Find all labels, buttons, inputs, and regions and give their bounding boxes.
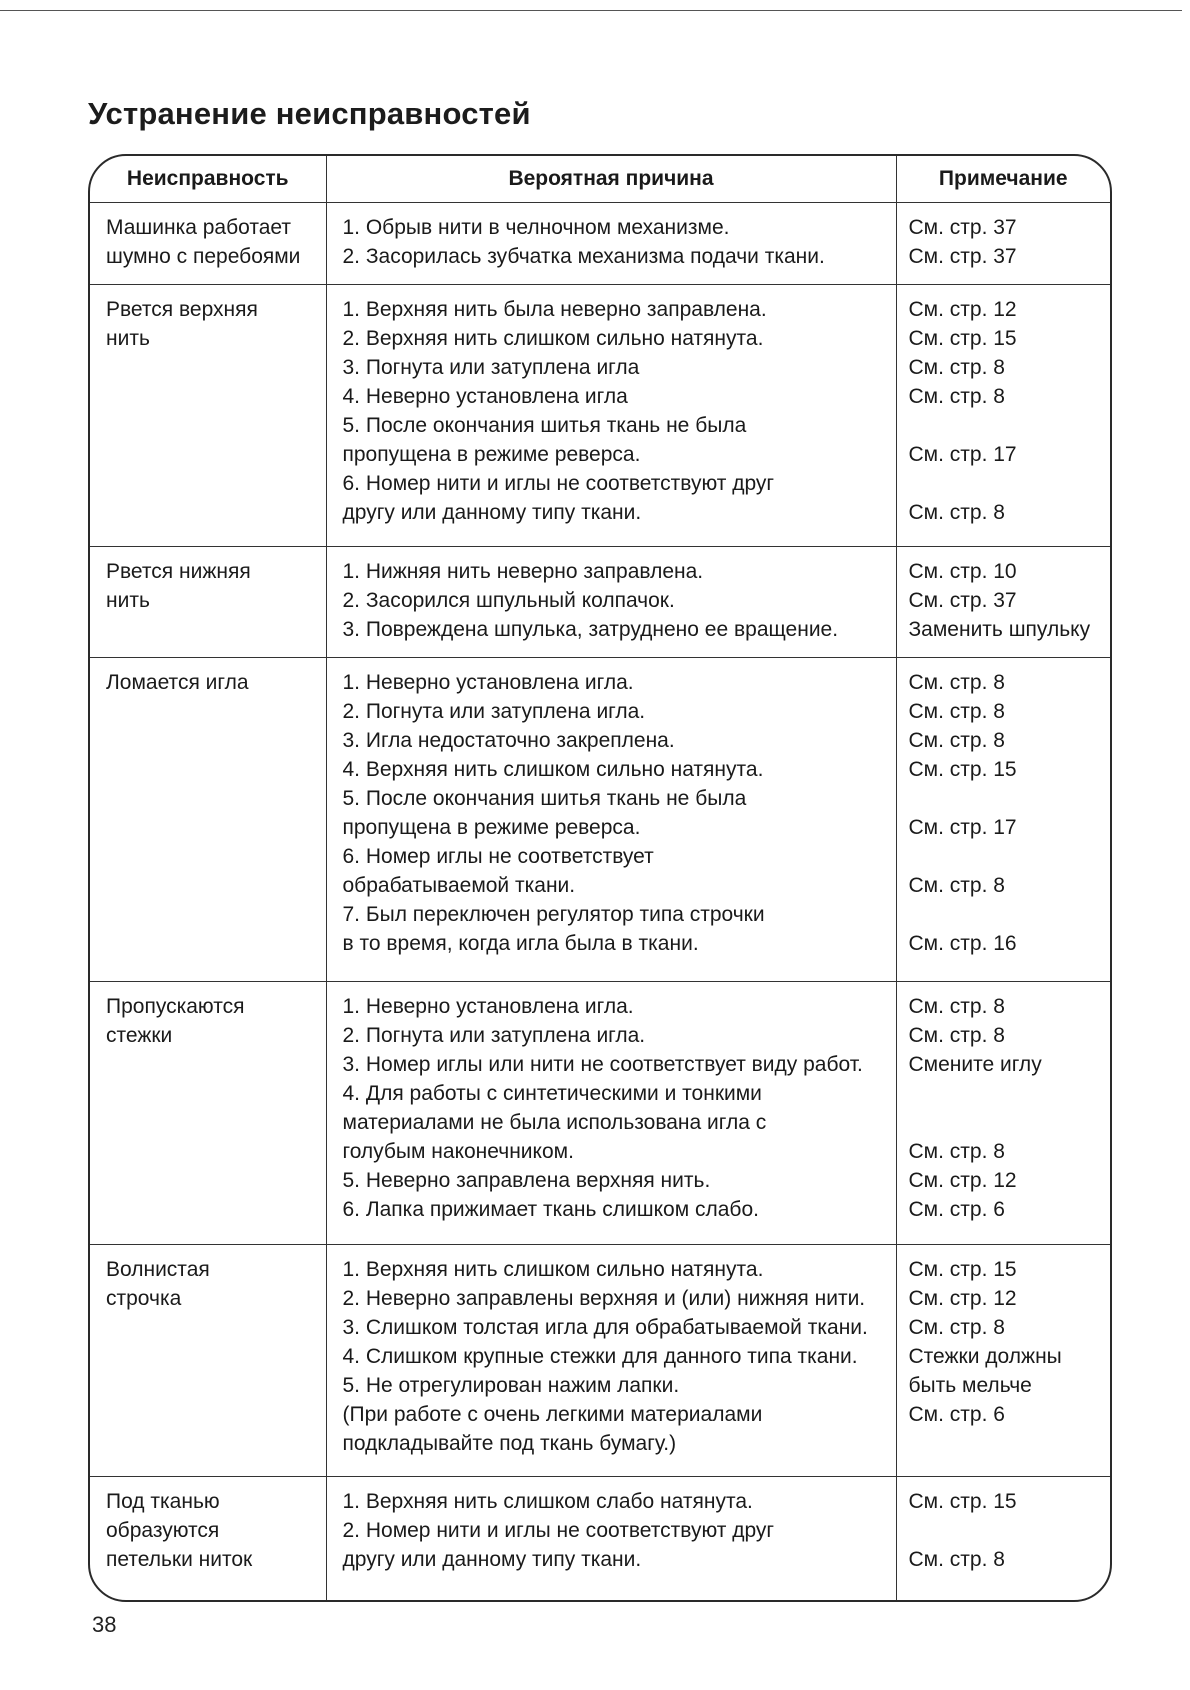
cause-line: 5. После окончания шитья ткань не была: [342, 787, 747, 811]
cause-line: 2. Засорилась зубчатка механизма подачи ткани.: [342, 245, 825, 268]
note-line: См. стр. 15: [908, 1257, 1017, 1281]
problem-cell: [90, 1244, 326, 1476]
note-line: См. стр. 17: [908, 816, 1017, 840]
problem-line: Рвется нижняя: [106, 560, 251, 584]
note-line: См. стр. 10: [908, 560, 1017, 584]
problem-cell: [90, 1476, 326, 1600]
note-line: См. стр. 37: [908, 216, 1017, 239]
cause-line: 6. Лапка прижимает ткань слишком слабо.: [342, 1197, 759, 1221]
cause-line: 1. Неверно установлена игла.: [342, 994, 634, 1018]
note-line: См. стр. 15: [908, 1489, 1017, 1513]
problem-line: Ломается игла: [106, 671, 249, 695]
note-line: См. стр. 8: [908, 1547, 1005, 1571]
note-line: См. стр. 8: [908, 874, 1005, 898]
problem-line: петельки ниток: [106, 1547, 253, 1571]
blank-line: [909, 1079, 1103, 1108]
note-line: См. стр. 8: [908, 1315, 1005, 1339]
note-cell: [896, 658, 1110, 981]
note-cell: [896, 981, 1110, 1244]
cause-cell: [326, 547, 896, 658]
note-line: См. стр. 8: [908, 700, 1005, 724]
note-cell: [896, 1244, 1110, 1476]
note-line: См. стр. 12: [908, 297, 1017, 321]
note-line: быть мельче: [908, 1373, 1032, 1397]
table-row: [90, 1476, 1110, 1600]
note-cell: [896, 547, 1110, 658]
cause-line: 4. Для работы с синтетическими и тонкими: [342, 1081, 762, 1105]
note-line: См. стр. 8: [908, 1023, 1005, 1047]
problem-line: Машинка работает: [106, 216, 292, 239]
cause-line: 3. Повреждена шпулька, затруднено ее вращение.: [342, 618, 839, 642]
cause-line: 5. После окончания шитья ткань не была: [342, 413, 747, 437]
note-line: См. стр. 37: [908, 589, 1017, 613]
cause-cell: [326, 1244, 896, 1476]
table-header-row: [90, 156, 1110, 203]
cause-line: 2. Погнута или затуплена игла.: [342, 700, 646, 724]
note-line: См. стр. 37: [908, 245, 1017, 268]
cause-line: 5. Не отрегулирован нажим лапки.: [342, 1373, 680, 1397]
cause-line: 1. Обрыв нити в челночном механизме.: [342, 216, 730, 239]
problem-line: Рвется верхняя: [106, 297, 258, 321]
table-row: [90, 284, 1110, 547]
note-line: Заменить шпульку: [908, 618, 1091, 642]
cause-line: голубым наконечником.: [342, 1139, 574, 1163]
blank-line: [909, 1108, 1103, 1137]
note-line: См. стр. 16: [908, 932, 1017, 956]
page-number: 38: [92, 1612, 117, 1637]
note-line: См. стр. 8: [908, 1139, 1005, 1163]
cause-cell: [326, 284, 896, 547]
cause-line: 2. Номер нити и иглы не соответствуют друг: [342, 1518, 775, 1542]
cause-line: 6. Номер иглы не соответствует: [342, 845, 654, 869]
note-line: См. стр. 15: [908, 758, 1017, 782]
header-problem: Неисправность: [90, 156, 326, 203]
cause-line: 2. Засорился шпульный колпачок.: [342, 589, 675, 613]
note-line: Стежки должны: [908, 1344, 1062, 1368]
cause-cell: [326, 203, 896, 285]
problem-line: Пропускаются: [106, 994, 245, 1018]
cause-line: 1. Неверно установлена игла.: [342, 671, 634, 695]
cause-line: 1. Верхняя нить была неверно заправлена.: [342, 297, 767, 321]
note-line: См. стр. 15: [908, 326, 1017, 350]
cause-line: другу или данному типу ткани.: [342, 500, 642, 524]
note-cell: [896, 284, 1110, 547]
note-line: См. стр. 8: [908, 729, 1005, 753]
cause-line: подкладывайте под ткань бумагу.): [342, 1431, 677, 1455]
note-line: См. стр. 17: [908, 442, 1017, 466]
cause-line: 2. Верхняя нить слишком сильно натянута.: [342, 326, 764, 350]
problem-line: Под тканью: [106, 1489, 220, 1513]
cause-line: 2. Неверно заправлены верхняя и (или) нижняя нити.: [342, 1286, 866, 1310]
cause-line: 3. Погнута или затуплена игла: [342, 355, 640, 379]
cause-line: пропущена в режиме реверса.: [342, 442, 641, 466]
note-line: См. стр. 8: [908, 355, 1005, 379]
note-line: См. стр. 8: [908, 384, 1005, 408]
cause-line: 1. Верхняя нить слишком слабо натянута.: [342, 1489, 753, 1513]
table-body: [90, 203, 1110, 1601]
cause-line: материалами не была использована игла с: [342, 1110, 767, 1134]
problem-line: нить: [106, 326, 150, 350]
cause-line: в то время, когда игла была в ткани.: [342, 932, 699, 956]
note-line: См. стр. 8: [908, 500, 1005, 524]
blank-line: [909, 1516, 1103, 1545]
blank-line: [909, 469, 1103, 498]
note-line: См. стр. 8: [908, 994, 1005, 1018]
problem-cell: [90, 981, 326, 1244]
note-line: См. стр. 12: [908, 1168, 1017, 1192]
problem-cell: [90, 284, 326, 547]
problem-line: образуются: [106, 1518, 220, 1542]
problem-line: Волнистая: [106, 1257, 210, 1281]
top-rule: [0, 10, 1182, 11]
note-line: См. стр. 8: [908, 671, 1005, 695]
note-cell: [896, 1476, 1110, 1600]
cause-line: пропущена в режиме реверса.: [342, 816, 641, 840]
cause-line: (При работе с очень легкими материалами: [342, 1402, 763, 1426]
troubleshooting-table: [88, 154, 1112, 1602]
cause-line: 7. Был переключен регулятор типа строчки: [342, 903, 765, 927]
header-note: Примечание: [896, 156, 1110, 203]
blank-line: [909, 900, 1103, 929]
problem-line: шумно с перебоями: [106, 245, 301, 268]
cause-line: 3. Номер иглы или нити не соответствует виду работ.: [342, 1052, 863, 1076]
cause-line: 3. Слишком толстая игла для обрабатываемой ткани.: [342, 1315, 868, 1339]
cause-cell: [326, 658, 896, 981]
cause-line: 6. Номер нити и иглы не соответствуют друг: [342, 471, 775, 495]
problem-line: стежки: [106, 1023, 173, 1047]
page-title: Устранение неисправностей: [88, 96, 531, 131]
problem-cell: [90, 547, 326, 658]
note-cell: [896, 203, 1110, 285]
blank-line: [909, 842, 1103, 871]
problem-cell: [90, 658, 326, 981]
table-row: [90, 658, 1110, 981]
problem-line: нить: [106, 589, 150, 613]
blank-line: [909, 411, 1103, 440]
cause-cell: [326, 1476, 896, 1600]
header-cause: Вероятная причина: [326, 156, 896, 203]
cause-line: 1. Верхняя нить слишком сильно натянута.: [342, 1257, 764, 1281]
table-row: [90, 547, 1110, 658]
cause-line: 4. Верхняя нить слишком сильно натянута.: [342, 758, 764, 782]
table-row: [90, 981, 1110, 1244]
cause-line: 2. Погнута или затуплена игла.: [342, 1023, 646, 1047]
cause-line: обрабатываемой ткани.: [342, 874, 576, 898]
note-line: См. стр. 6: [908, 1402, 1005, 1426]
cause-line: 5. Неверно заправлена верхняя нить.: [342, 1168, 711, 1192]
problem-cell: [90, 203, 326, 285]
note-line: Смените иглу: [908, 1052, 1042, 1076]
blank-line: [909, 784, 1103, 813]
table-row: [90, 203, 1110, 285]
problem-line: строчка: [106, 1286, 182, 1310]
cause-line: 3. Игла недостаточно закреплена.: [342, 729, 675, 753]
cause-cell: [326, 981, 896, 1244]
note-line: См. стр. 6: [908, 1197, 1005, 1221]
cause-line: другу или данному типу ткани.: [342, 1547, 642, 1571]
cause-line: 4. Неверно установлена игла: [342, 384, 628, 408]
note-line: См. стр. 12: [908, 1286, 1017, 1310]
cause-line: 4. Слишком крупные стежки для данного типа ткани.: [342, 1344, 858, 1368]
table-row: [90, 1244, 1110, 1476]
cause-line: 1. Нижняя нить неверно заправлена.: [342, 560, 704, 584]
